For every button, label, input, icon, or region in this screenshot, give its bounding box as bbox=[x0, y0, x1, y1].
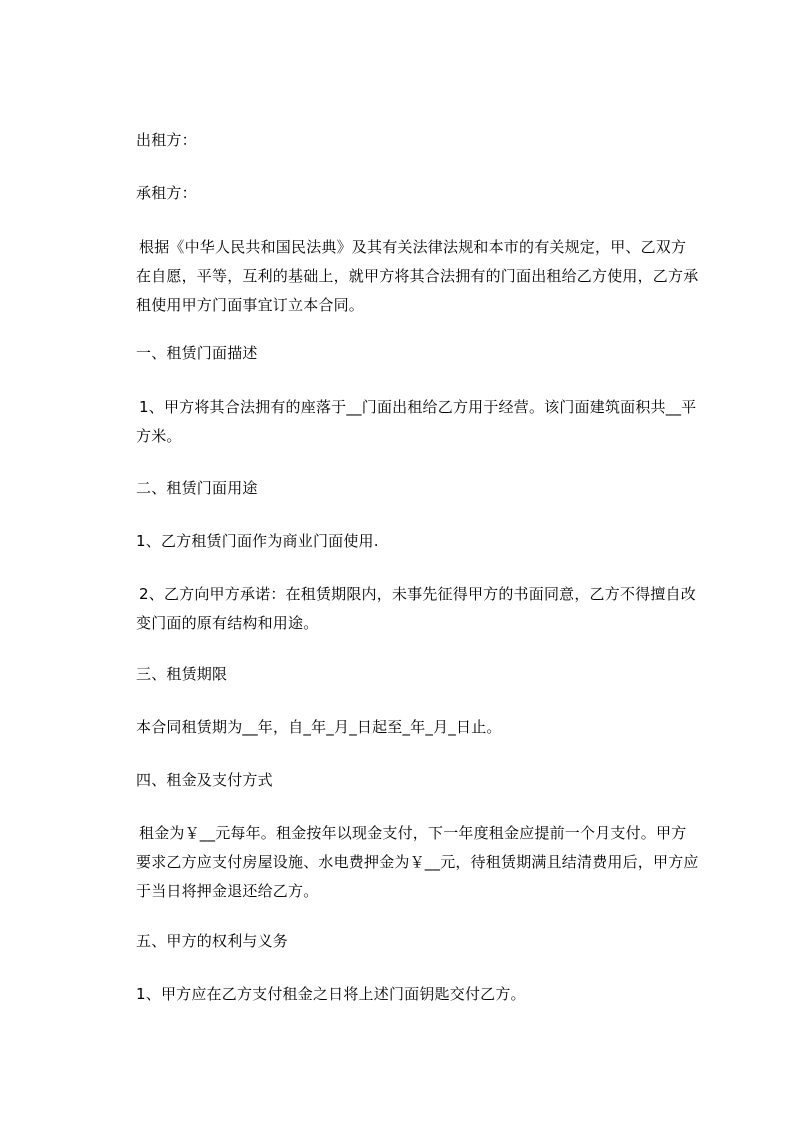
preamble-paragraph: 根据《中华人民共和国民法典》及其有关法律法规和本市的有关规定，甲、乙双方在自愿，平等，互利的基础上，就甲方将其合法拥有的门面出租给乙方使用，乙方承租使用甲方门面事宜订立本合同。 bbox=[136, 238, 699, 314]
lessor-line: 出租方： bbox=[136, 131, 197, 149]
section-2-paragraph-1: 1、乙方租赁门面作为商业门面使用. bbox=[136, 532, 379, 550]
section-3-paragraph-1: 本合同租赁期为__年，自_年_月_日起至_年_月_日止。 bbox=[136, 718, 502, 736]
section-heading-1: 一、租赁门面描述 bbox=[136, 344, 258, 362]
lessee-line: 承租方： bbox=[136, 184, 197, 202]
section-heading-5: 五、甲方的权利与义务 bbox=[136, 932, 289, 950]
section-4-paragraph-1: 租金为￥__元每年。租金按年以现金支付，下一年度租金应提前一个月支付。甲方要求乙方应支付房屋设施、水电费押金为￥__元，待租赁期满且结清费用后，甲方应于当日将押金退还给乙方。 bbox=[136, 824, 699, 900]
section-heading-2: 二、租赁门面用途 bbox=[136, 479, 258, 497]
section-5-paragraph-1: 1、甲方应在乙方支付租金之日将上述门面钥匙交付乙方。 bbox=[136, 985, 526, 1003]
section-2-paragraph-2: 2、乙方向甲方承诺：在租赁期限内，未事先征得甲方的书面同意，乙方不得擅自改变门面的原有结构和用途。 bbox=[136, 585, 696, 632]
section-heading-3: 三、租赁期限 bbox=[136, 665, 228, 683]
section-heading-4: 四、租金及支付方式 bbox=[136, 771, 273, 789]
section-1-paragraph-1: 1、甲方将其合法拥有的座落于__门面出租给乙方用于经营。该门面建筑面积共__平方米。 bbox=[136, 398, 697, 445]
